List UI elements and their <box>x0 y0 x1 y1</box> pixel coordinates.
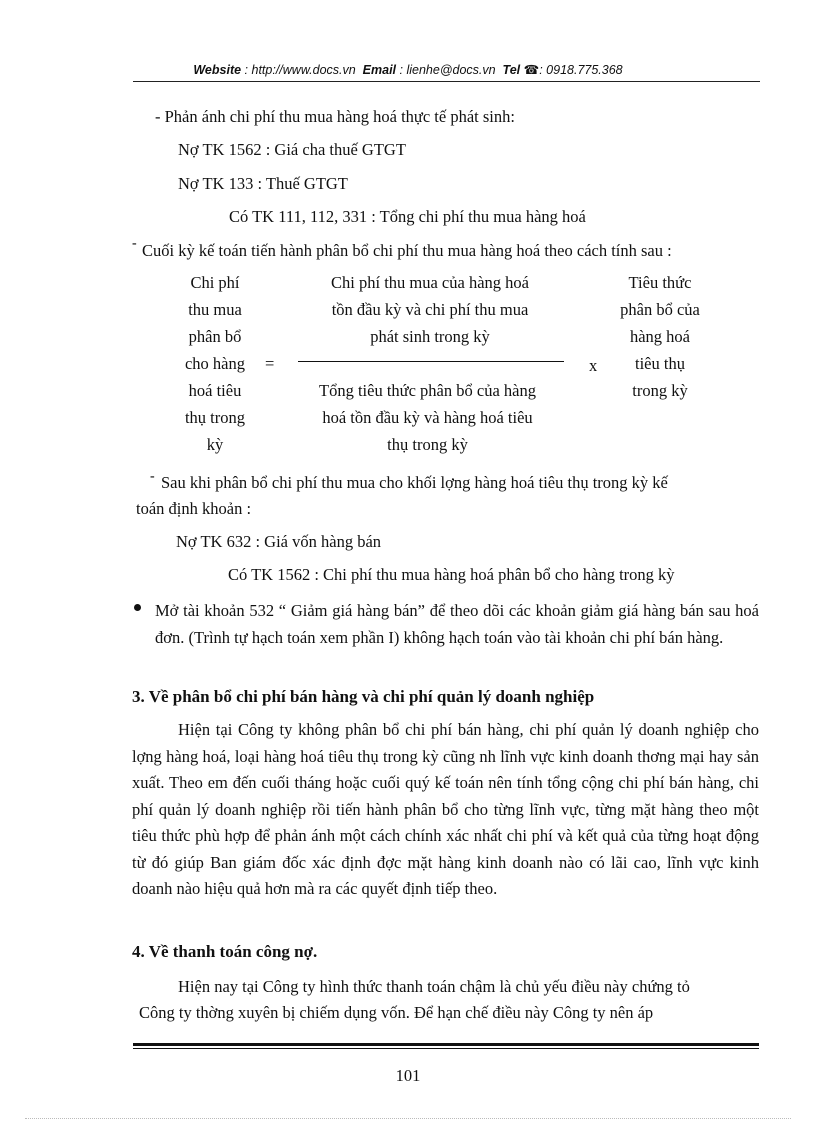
cogs-entry-credit: Có TK 1562 : Chi phí thu mua hàng hoá phân bổ cho hàng trong kỳ <box>228 565 675 584</box>
formula-right-line: hàng hoá <box>629 327 691 346</box>
page-header <box>0 62 816 77</box>
formula-left-line: hoá tiêu <box>188 381 242 400</box>
dash-marker: - <box>132 236 137 251</box>
formula-numerator-line: Chi phí thu mua của hàng hoá <box>331 273 529 292</box>
formula-denominator-line: thụ trong kỳ <box>387 435 468 454</box>
after-allocation-line1: Sau khi phân bổ chi phí thu mua cho khối lợng hàng hoá tiêu thụ trong kỳ kế <box>161 473 668 492</box>
section-4-line1: Hiện nay tại Công ty hình thức thanh toán chậm là chủ yếu điều này chứng tỏ <box>178 977 690 996</box>
after-allocation-line2: toán định khoản : <box>136 499 252 518</box>
section-3-heading: 3. Về phân bổ chi phí bán hàng và chi phí quản lý doanh nghiệp <box>132 687 595 706</box>
formula-numerator-line: tồn đầu kỳ và chi phí thu mua <box>331 300 529 319</box>
formula-left-line: thụ trong <box>184 408 246 427</box>
purchase-intro: - Phản ánh chi phí thu mua hàng hoá thực tế phát sinh: <box>155 107 515 126</box>
purchase-entry-debit-1562: Nợ TK 1562 : Giá cha thuế GTGT <box>178 140 406 159</box>
telephone-icon: ☎ <box>523 63 540 77</box>
page-number: 101 <box>395 1066 421 1085</box>
section-4-line2: Công ty thờng xuyên bị chiếm dụng vốn. Để hạn chế điều này Công ty nên áp <box>139 1003 654 1022</box>
formula-equals: = <box>265 354 275 373</box>
section-3-paragraph: Hiện tại Công ty không phân bổ chi phí bán hàng, chi phí quản lý doanh nghiệp cho lợng hàng hoá, loại hàng hoá tiêu thụ trong kỳ cũng nh lĩnh vực kinh doanh thơng mại hay sản xuất. Theo em đến cuối tháng hoặc cuối quý kế toán nên tính tổng cộng chi phí bán hàng, chi phí quản lý doanh nghiệp rồi tiến hành phân bổ cho từng lĩnh vực, từng mặt hàng theo một tiêu thức phù hợp để phản ánh một cách chính xác nhất chi phí và kết quả của từng hoạt động từ đó giúp Ban giám đốc xác định đợc mặt hàng kinh doanh nào có lãi cao, lĩnh vực kinh doanh nào hiệu quả hơn mà ra các quyết định tiếp theo. <box>132 720 759 898</box>
formula-right-line: tiêu thụ <box>635 354 685 373</box>
email-label: Email <box>362 63 397 77</box>
bullet-icon <box>134 604 141 611</box>
formula-left-line: thu mua <box>188 300 242 319</box>
formula-left-line: Chi phí <box>190 273 240 292</box>
account-532-paragraph: Mở tài khoản 532 “ Giảm giá hàng bán” để theo dõi các khoản giảm giá hàng bán sau hoá đơn. (Trình tự hạch toán xem phần I) không hạch toán vào tài khoản chi phí bán hàng. <box>155 601 759 647</box>
allocation-intro: Cuối kỳ kế toán tiến hành phân bổ chi phí thu mua hàng hoá theo cách tính sau : <box>142 241 672 260</box>
footer-divider <box>133 1043 759 1046</box>
formula-right-line: phân bổ của <box>620 300 700 319</box>
section-4-heading: 4. Về thanh toán công nợ. <box>132 942 318 961</box>
formula-left-line: phân bổ <box>188 327 242 346</box>
tel-label: Tel <box>502 63 521 77</box>
page-edge-guide <box>25 1118 791 1119</box>
formula-right-line: Tiêu thức <box>628 273 692 292</box>
website-label: Website <box>193 63 242 77</box>
website-url: : http://www.docs.vn <box>244 63 356 77</box>
fraction-bar <box>298 361 564 362</box>
formula-times: x <box>589 356 598 375</box>
formula-denominator-line: hoá tồn đầu kỳ và hàng hoá tiêu <box>322 408 533 427</box>
formula-left-line: kỳ <box>206 435 224 454</box>
header-divider <box>133 81 760 82</box>
formula-denominator-line: Tổng tiêu thức phân bổ của hàng <box>319 381 536 400</box>
purchase-entry-credit: Có TK 111, 112, 331 : Tổng chi phí thu mua hàng hoá <box>229 207 586 226</box>
formula-right-line: trong kỳ <box>632 381 688 400</box>
cogs-entry-debit: Nợ TK 632 : Giá vốn hàng bán <box>176 532 382 551</box>
footer-divider <box>133 1048 759 1049</box>
formula-numerator-line: phát sinh trong kỳ <box>370 327 490 346</box>
tel-number: : 0918.775.368 <box>539 63 623 77</box>
formula-left-line: cho hàng <box>184 354 246 373</box>
dash-marker: - <box>150 469 155 484</box>
purchase-entry-debit-133: Nợ TK 133 : Thuế GTGT <box>178 174 348 193</box>
email-address: : lienhe@docs.vn <box>399 63 496 77</box>
